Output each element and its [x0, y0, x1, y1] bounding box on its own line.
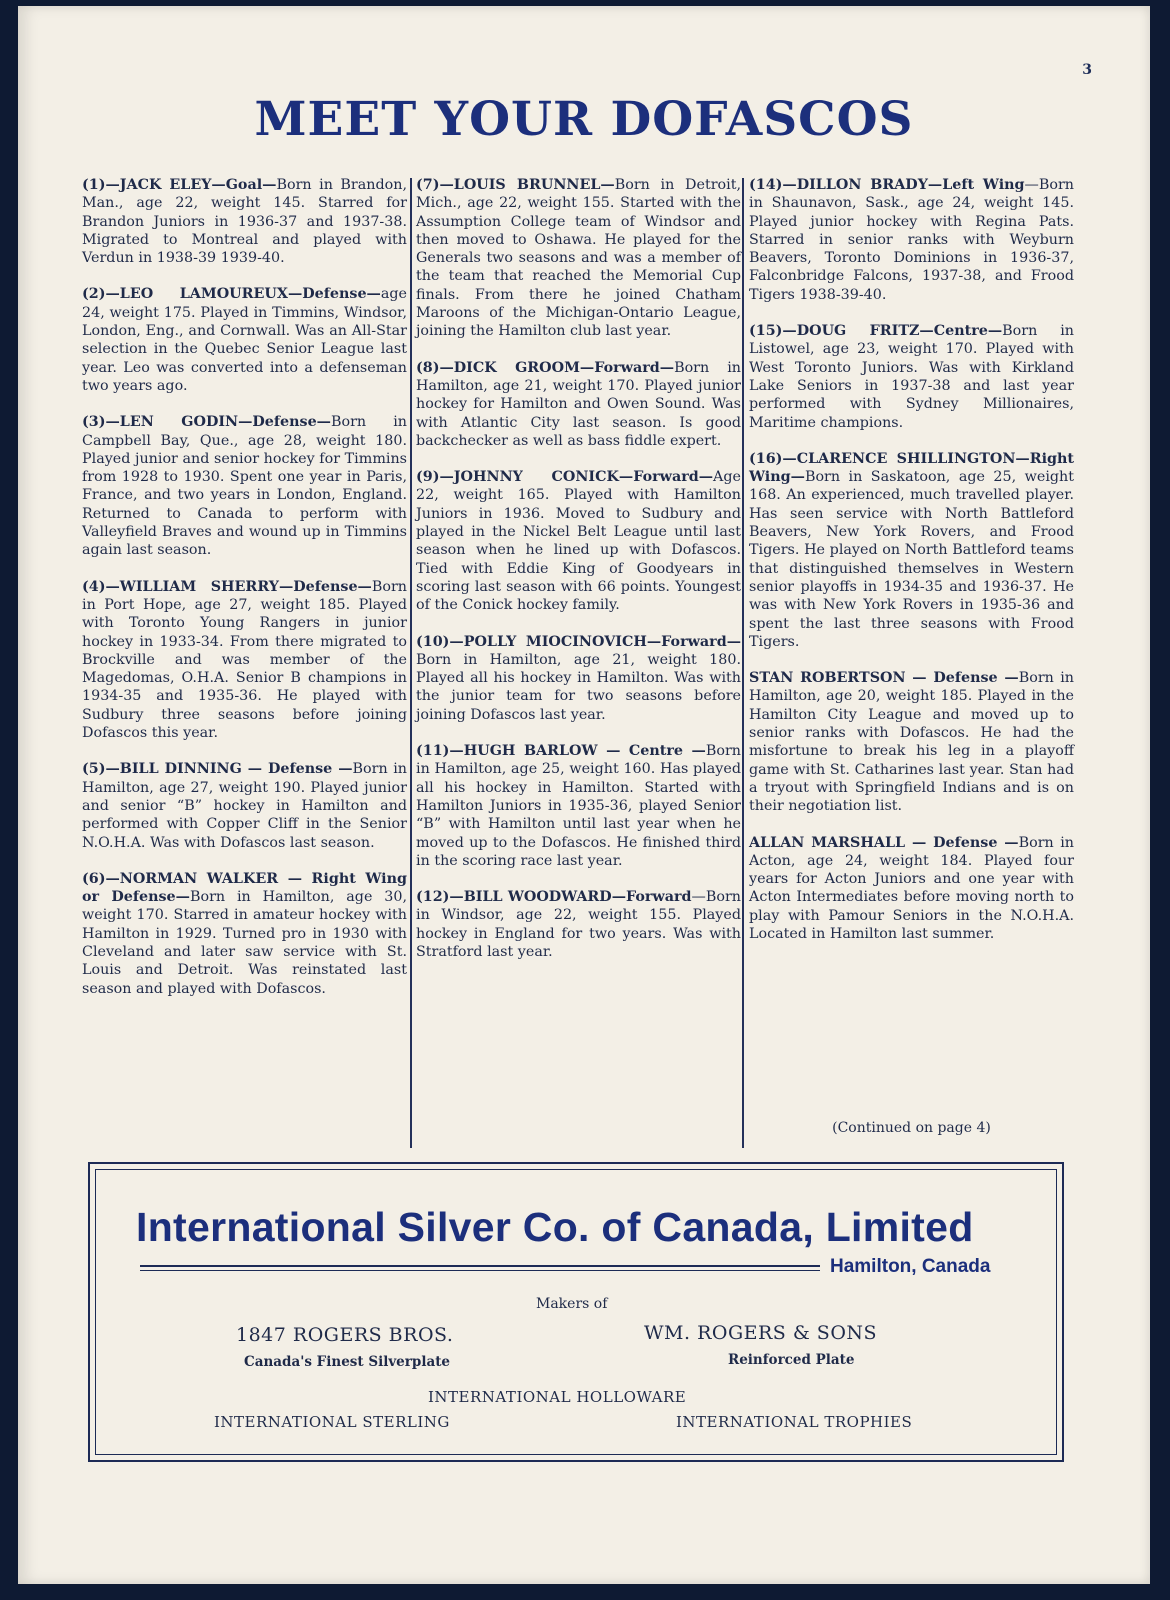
player-entry-body: Born in Port Hope, age 27, weight 185. Played with Toronto Young Rangers in junior hockey in 1933-34. From there migrated to Brockville and was member of the Magedomas, O.H.A. Senior B champions in 1934-35 and 1935-36. He played with Sudbury three seasons before joining Dofascos this year.	[82, 578, 407, 742]
player-entry-body: Born in Hamilton, age 20, weight 185. Played in the Hamilton City League and moved up to senior ranks with Dofascos. He had the misfortune to break his leg in a playoff game with St. Catharines last year. Stan had a tryout with Springfield Indians and is on their negotiation list.	[749, 670, 1075, 815]
player-entry-body: Born in Hamilton, age 21, weight 170. Played junior hockey for Hamilton and Owen Sound. Was with Atlantic City last season. Is good backchecker as well as bass fiddle expert.	[416, 359, 741, 449]
player-entry-body: Born in Campbell Bay, Que., age 28, weight 180. Played junior and senior hockey for Timmins from 1928 to 1930. Spent one year in Paris, France, and two years in London, England. Returned to Canada to perform with Valleyfield Braves and wound up in Timmins again last season.	[82, 414, 407, 559]
ad-line-trophies: INTERNATIONAL TROPHIES	[676, 1413, 913, 1431]
player-entry	[416, 742, 741, 870]
player-entry-heading: (10)—POLLY MIOCINOVICH—Forward—	[416, 633, 741, 650]
player-entry-heading: (5)—BILL DINNING — Defense —	[82, 761, 353, 778]
ad-rule-line	[140, 1265, 820, 1271]
player-entry	[416, 468, 741, 614]
player-entry	[82, 760, 407, 851]
player-entry-body: Born in Saskatoon, age 25, weight 168. An experienced, much travelled player. Has seen service with North Battleford Beavers, New York Rovers, and Frood Tigers. He played on North Battleford teams that distinguished themselves in Western senior playoffs in 1934-35 and 1936-37. He was with New York Rovers in 1935-36 and spent the last three seasons with Frood Tigers.	[749, 469, 1074, 650]
column-divider	[742, 178, 744, 1148]
player-entry-body: Born in Hamilton, age 27, weight 190. Played junior and senior “B” hockey in Hamilton and performed with Copper Cliff in the Senior N.O.H.A. Was with Dofascos last season.	[82, 761, 408, 851]
player-entry	[749, 450, 1074, 651]
player-entry-heading: (6)—NORMAN WALKER — Right Wing or Defense—	[82, 870, 407, 906]
player-entry-heading: ALLAN MARSHALL — Defense —	[749, 834, 1019, 851]
player-entry-body: Born in Hamilton, age 21, weight 180. Played all his hockey in Hamilton. Was with the junior team for two seasons before joining Dofascos last year.	[416, 651, 741, 723]
player-entry-heading: (11)—HUGH BARLOW — Centre —	[416, 743, 706, 760]
advertisement-inner-frame	[95, 1169, 1057, 1455]
ad-city: Hamilton, Canada	[830, 1256, 991, 1277]
player-entry-heading: (12)—BILL WOODWARD—Forward	[416, 889, 692, 906]
player-entry	[749, 669, 1074, 815]
ad-brand-wm-rogers: WM. ROGERS & SONS	[644, 1322, 878, 1344]
player-entry	[749, 176, 1074, 304]
player-entry-heading: STAN ROBERTSON — Defense —	[749, 670, 1019, 687]
page-headline: MEET YOUR DOFASCOS	[254, 92, 914, 147]
player-entry	[82, 578, 407, 743]
player-entry-body: —Born in Windsor, age 22, weight 155. Played hockey in England for two years. Was with Stratford last year.	[416, 889, 741, 960]
player-entry-body: Born in Listowel, age 23, weight 170. Played with West Toronto Juniors. Was with Kirkland Lake Seniors in 1937-38 and last year performed with Sydney Millionaires, Maritime champions.	[749, 323, 1075, 431]
column-2	[416, 176, 741, 979]
player-entry-body: Born in Detroit, Mich., age 22, weight 155. Started with the Assumption College team of Windsor and then moved to Oshawa. He played for the Generals two seasons and was a member of the team that reached the Memorial Cup finals. From there he joined Chatham Maroons of the Michigan-Ontario League, joining the Hamilton club last year.	[416, 177, 741, 340]
ad-line-holloware: INTERNATIONAL HOLLOWARE	[428, 1388, 687, 1406]
player-entry-heading: (9)—JOHNNY CONICK—Forward—	[416, 469, 714, 486]
column-divider	[410, 178, 412, 1148]
player-entry	[749, 322, 1074, 432]
player-entry-body: —Born in Shaunavon, Sask., age 24, weight 145. Played junior hockey with Regina Pats. Starred in senior ranks with Weyburn Beavers, Toronto Dominions in 1936-37, Falconbridge Falcons, 1937-38, and Frood Tigers 1938-39-40.	[749, 177, 1074, 303]
player-entry-body: Age 22, weight 165. Played with Hamilton Juniors in 1936. Moved to Sudbury and played in the Nickel Belt League until last season when he lined up with Dofascos. Tied with Eddie King of Goodyears in scoring last season with 66 points. Youngest of the Conick hockey family.	[416, 469, 741, 614]
ad-brand-wm-rogers-tagline: Reinforced Plate	[728, 1352, 855, 1368]
player-entry-heading: (14)—DILLON BRADY—Left Wing	[749, 177, 1025, 193]
player-entry-body: Born in Brandon, Man., age 22, weight 145. Starred for Brandon Juniors in 1936-37 and 1937-38. Migrated to Montreal and played with Verdun in 1938-39 1939-40.	[82, 177, 407, 267]
page-number: 3	[1082, 62, 1092, 78]
player-entry-heading: (15)—DOUG FRITZ—Centre—	[749, 323, 1003, 340]
ad-brand-rogers-bros-tagline: Canada's Finest Silverplate	[244, 1354, 451, 1370]
column-1	[82, 176, 407, 1016]
player-entry	[416, 633, 741, 724]
player-entry-heading: (7)—LOUIS BRUNNEL—	[416, 177, 615, 193]
continued-note: (Continued on page 4)	[832, 1120, 991, 1136]
ad-brand-rogers-bros: 1847 ROGERS BROS.	[236, 1324, 454, 1346]
player-entry	[749, 834, 1074, 944]
player-entry	[416, 888, 741, 961]
ad-company-name: International Silver Co. of Canada, Limited	[136, 1204, 974, 1250]
player-entry-heading: (3)—LEN GODIN—Defense—	[82, 414, 331, 431]
player-entry	[82, 176, 407, 267]
player-entry-body: Born in Hamilton, age 25, weight 160. Has played all his hockey in Hamilton. Started with Hamilton Juniors in 1935-36, played Senior “B” with Hamilton until last year when he moved up to the Dofascos. He finished third in the scoring race last year.	[416, 743, 741, 869]
player-entry	[82, 413, 407, 559]
player-entry-body: age 24, weight 175. Played in Timmins, Windsor, London, Eng., and Cornwall. Was an All-Star selection in the Quebec Senior League last year. Leo was converted into a defenseman two years ago.	[82, 286, 407, 394]
player-entry-body: Born in Acton, age 24, weight 184. Played four years for Acton Juniors and one year with Acton Intermediates before moving north to play with Pamour Seniors in the N.O.H.A. Located in Hamilton last summer.	[749, 834, 1074, 942]
player-entry-body: Born in Hamilton, age 30, weight 170. Starred in amateur hockey with Hamilton in 1929. Turned pro in 1930 with Cleveland and later saw service with St. Louis and Detroit. Was reinstated last season and played with Dofascos.	[82, 889, 408, 997]
player-entry	[82, 285, 407, 395]
advertisement-box	[88, 1162, 1064, 1462]
player-entry	[416, 359, 741, 450]
player-entry	[416, 176, 741, 341]
player-entry-heading: (8)—DICK GROOM—Forward—	[416, 359, 675, 376]
player-entry-heading: (2)—LEO LAMOUREUX—Defense—	[82, 286, 381, 303]
ad-line-sterling: INTERNATIONAL STERLING	[214, 1413, 450, 1431]
player-entry-heading: (4)—WILLIAM SHERRY—Defense—	[82, 578, 372, 595]
program-page	[18, 6, 1150, 1584]
player-entry	[82, 870, 407, 998]
column-3	[749, 176, 1074, 961]
player-entry-heading: (1)—JACK ELEY—Goal—	[82, 177, 277, 193]
ad-makers-of: Makers of	[536, 1296, 608, 1312]
player-entry-heading: (16)—CLARENCE SHILLINGTON—Right Wing—	[749, 450, 1074, 486]
